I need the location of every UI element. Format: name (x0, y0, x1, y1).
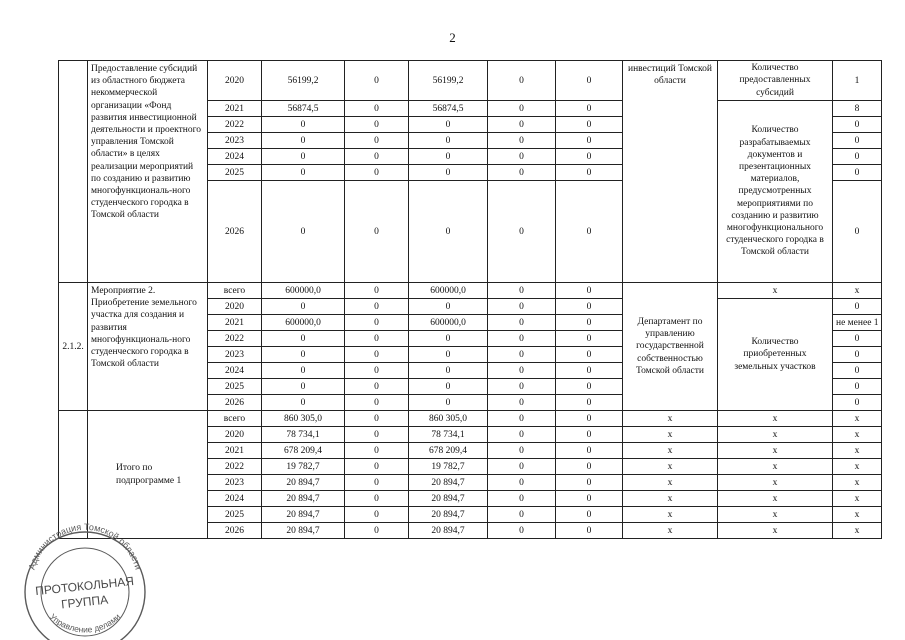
local-cell: 0 (488, 61, 556, 101)
total-cell: 0 (262, 395, 345, 411)
local-cell: 0 (488, 379, 556, 395)
federal-cell: 0 (345, 133, 409, 149)
regional-cell: 20 894,7 (409, 475, 488, 491)
indicator-cell: х (718, 443, 833, 459)
regional-cell: 20 894,7 (409, 523, 488, 539)
regional-cell: 20 894,7 (409, 491, 488, 507)
extrabudget-cell: 0 (556, 411, 623, 427)
local-cell: 0 (488, 315, 556, 331)
regional-cell: 600000,0 (409, 315, 488, 331)
indicator-value-cell: 0 (833, 379, 882, 395)
stamp-ring-text: Администрация Томской области (26, 521, 144, 571)
year-cell: 2025 (208, 379, 262, 395)
extrabudget-cell: 0 (556, 443, 623, 459)
indicator-cell: х (718, 283, 833, 299)
indicator-value-cell: 0 (833, 149, 882, 165)
year-cell: 2022 (208, 117, 262, 133)
code-cell (59, 61, 88, 283)
federal-cell: 0 (345, 395, 409, 411)
year-cell: 2024 (208, 149, 262, 165)
total-label: Итого по подпрограмме 1 (88, 411, 208, 539)
year-cell: 2020 (208, 427, 262, 443)
stamp-center-line1: ПРОТОКОЛЬНАЯ (34, 573, 135, 599)
extrabudget-cell: 0 (556, 315, 623, 331)
year-cell: 2022 (208, 331, 262, 347)
indicator-cell: х (718, 523, 833, 539)
year-cell: 2024 (208, 491, 262, 507)
federal-cell: 0 (345, 411, 409, 427)
local-cell: 0 (488, 427, 556, 443)
federal-cell: 0 (345, 61, 409, 101)
regional-cell: 600000,0 (409, 283, 488, 299)
total-cell: 0 (262, 299, 345, 315)
year-cell: 2021 (208, 315, 262, 331)
regional-cell: 0 (409, 299, 488, 315)
year-cell: 2023 (208, 133, 262, 149)
indicator-cell: Количество разрабатываемых документов и презентационных материалов, предусмотренных мероприятиями по созданию и развитию многофункционального студенческого городка в Томской области (718, 101, 833, 283)
local-cell: 0 (488, 117, 556, 133)
indicator-value-cell: 0 (833, 165, 882, 181)
indicator-value-cell: 0 (833, 363, 882, 379)
extrabudget-cell: 0 (556, 475, 623, 491)
indicator-cell: х (718, 411, 833, 427)
indicator-cell: х (718, 491, 833, 507)
indicator-cell: х (718, 459, 833, 475)
total-cell: 0 (262, 347, 345, 363)
local-cell: 0 (488, 165, 556, 181)
extrabudget-cell: 0 (556, 395, 623, 411)
total-cell: 0 (262, 149, 345, 165)
executor-cell: х (623, 507, 718, 523)
indicator-value-cell: х (833, 427, 882, 443)
federal-cell: 0 (345, 507, 409, 523)
indicator-cell: х (718, 475, 833, 491)
federal-cell: 0 (345, 347, 409, 363)
federal-cell: 0 (345, 443, 409, 459)
regional-cell: 20 894,7 (409, 507, 488, 523)
indicator-value-cell: 0 (833, 133, 882, 149)
total-cell: 678 209,4 (262, 443, 345, 459)
extrabudget-cell: 0 (556, 101, 623, 117)
year-cell: 2020 (208, 299, 262, 315)
indicator-value-cell: 0 (833, 117, 882, 133)
federal-cell: 0 (345, 427, 409, 443)
indicator-value-cell: 0 (833, 299, 882, 315)
total-cell: 20 894,7 (262, 523, 345, 539)
total-cell: 20 894,7 (262, 475, 345, 491)
extrabudget-cell: 0 (556, 507, 623, 523)
year-cell: 2022 (208, 459, 262, 475)
federal-cell: 0 (345, 299, 409, 315)
federal-cell: 0 (345, 475, 409, 491)
indicator-value-cell: х (833, 411, 882, 427)
year-cell: всего (208, 411, 262, 427)
indicator-value-cell: не менее 1 (833, 315, 882, 331)
indicator-value-cell: х (833, 475, 882, 491)
year-cell: всего (208, 283, 262, 299)
year-cell: 2023 (208, 475, 262, 491)
page-number: 2 (449, 30, 456, 45)
total-cell: 600000,0 (262, 315, 345, 331)
year-cell: 2026 (208, 181, 262, 283)
indicator-value-cell: 8 (833, 101, 882, 117)
executor-cell: х (623, 427, 718, 443)
local-cell: 0 (488, 283, 556, 299)
table-row (59, 411, 882, 427)
total-cell: 0 (262, 117, 345, 133)
local-cell: 0 (488, 363, 556, 379)
extrabudget-cell: 0 (556, 427, 623, 443)
executor-cell: х (623, 491, 718, 507)
regional-cell: 0 (409, 117, 488, 133)
federal-cell: 0 (345, 363, 409, 379)
federal-cell: 0 (345, 459, 409, 475)
regional-cell: 0 (409, 181, 488, 283)
year-cell: 2026 (208, 395, 262, 411)
total-cell: 0 (262, 379, 345, 395)
executor-cell: х (623, 459, 718, 475)
federal-cell: 0 (345, 181, 409, 283)
federal-cell: 0 (345, 331, 409, 347)
total-cell: 0 (262, 181, 345, 283)
regional-cell: 19 782,7 (409, 459, 488, 475)
extrabudget-cell: 0 (556, 523, 623, 539)
indicator-cell: Количество приобретенных земельных участков (718, 299, 833, 411)
year-cell: 2026 (208, 523, 262, 539)
local-cell: 0 (488, 475, 556, 491)
local-cell: 0 (488, 181, 556, 283)
total-cell: 20 894,7 (262, 507, 345, 523)
extrabudget-cell: 0 (556, 133, 623, 149)
indicator-value-cell: 0 (833, 331, 882, 347)
executor-cell: х (623, 411, 718, 427)
local-cell: 0 (488, 507, 556, 523)
extrabudget-cell: 0 (556, 61, 623, 101)
regional-cell: 678 209,4 (409, 443, 488, 459)
local-cell: 0 (488, 491, 556, 507)
local-cell: 0 (488, 133, 556, 149)
local-cell: 0 (488, 101, 556, 117)
stamp-center-line2: ГРУППА (60, 592, 109, 612)
indicator-value-cell: х (833, 523, 882, 539)
regional-cell: 0 (409, 149, 488, 165)
total-cell: 78 734,1 (262, 427, 345, 443)
indicator-value-cell: 0 (833, 347, 882, 363)
year-cell: 2021 (208, 101, 262, 117)
federal-cell: 0 (345, 379, 409, 395)
indicator-value-cell: х (833, 283, 882, 299)
federal-cell: 0 (345, 315, 409, 331)
indicator-value-cell: х (833, 443, 882, 459)
extrabudget-cell: 0 (556, 299, 623, 315)
executor-cell: х (623, 443, 718, 459)
total-cell: 0 (262, 331, 345, 347)
indicator-value-cell: х (833, 459, 882, 475)
local-cell: 0 (488, 347, 556, 363)
total-cell: 0 (262, 133, 345, 149)
regional-cell: 0 (409, 363, 488, 379)
total-cell: 19 782,7 (262, 459, 345, 475)
table-row (59, 61, 882, 101)
stamp-bottom-text: Управление делами (47, 611, 123, 635)
federal-cell: 0 (345, 491, 409, 507)
federal-cell: 0 (345, 149, 409, 165)
extrabudget-cell: 0 (556, 149, 623, 165)
year-cell: 2025 (208, 507, 262, 523)
budget-table (58, 60, 882, 539)
code-cell: 2.1.2. (59, 283, 88, 411)
extrabudget-cell: 0 (556, 181, 623, 283)
local-cell: 0 (488, 149, 556, 165)
year-cell: 2020 (208, 61, 262, 101)
extrabudget-cell: 0 (556, 379, 623, 395)
indicator-value-cell: 0 (833, 395, 882, 411)
extrabudget-cell: 0 (556, 331, 623, 347)
executor-cell: х (623, 523, 718, 539)
executor-cell: Департамент по управлению государственной собственностью Томской области (623, 283, 718, 411)
protocol-stamp (20, 520, 150, 640)
local-cell: 0 (488, 459, 556, 475)
local-cell: 0 (488, 523, 556, 539)
measure-description: Мероприятие 2. Приобретение земельного участка для создания и развития многофункциональ-ного студенческого городка в Томской области (88, 283, 208, 411)
regional-cell: 0 (409, 395, 488, 411)
federal-cell: 0 (345, 523, 409, 539)
federal-cell: 0 (345, 283, 409, 299)
year-cell: 2021 (208, 443, 262, 459)
extrabudget-cell: 0 (556, 117, 623, 133)
total-cell: 56874,5 (262, 101, 345, 117)
indicator-value-cell: х (833, 507, 882, 523)
local-cell: 0 (488, 443, 556, 459)
table-row (59, 283, 882, 299)
extrabudget-cell: 0 (556, 363, 623, 379)
extrabudget-cell: 0 (556, 347, 623, 363)
regional-cell: 0 (409, 347, 488, 363)
indicator-value-cell: х (833, 491, 882, 507)
indicator-cell: Количество предоставленных субсидий (718, 61, 833, 101)
regional-cell: 56874,5 (409, 101, 488, 117)
regional-cell: 0 (409, 165, 488, 181)
total-cell: 20 894,7 (262, 491, 345, 507)
indicator-cell: х (718, 427, 833, 443)
total-cell: 0 (262, 165, 345, 181)
local-cell: 0 (488, 299, 556, 315)
indicator-cell: х (718, 507, 833, 523)
indicator-value-cell: 1 (833, 61, 882, 101)
extrabudget-cell: 0 (556, 283, 623, 299)
federal-cell: 0 (345, 101, 409, 117)
year-cell: 2023 (208, 347, 262, 363)
executor-cell: х (623, 475, 718, 491)
regional-cell: 78 734,1 (409, 427, 488, 443)
regional-cell: 860 305,0 (409, 411, 488, 427)
regional-cell: 0 (409, 331, 488, 347)
measure-description: Предоставление субсидий из областного бюджета некоммерческой организации «Фонд развития инвестиционной деятельности и проектного управления Томской области» в целях реализации мероприятий по созданию и развитию многофункциональ-ного студенческого городка в Томской области (88, 61, 208, 283)
total-cell: 56199,2 (262, 61, 345, 101)
total-cell: 600000,0 (262, 283, 345, 299)
total-cell: 0 (262, 363, 345, 379)
executor-cell: инвестиций Томской области (623, 61, 718, 283)
federal-cell: 0 (345, 117, 409, 133)
extrabudget-cell: 0 (556, 491, 623, 507)
extrabudget-cell: 0 (556, 165, 623, 181)
total-cell: 860 305,0 (262, 411, 345, 427)
regional-cell: 0 (409, 379, 488, 395)
year-cell: 2025 (208, 165, 262, 181)
regional-cell: 56199,2 (409, 61, 488, 101)
local-cell: 0 (488, 331, 556, 347)
local-cell: 0 (488, 411, 556, 427)
local-cell: 0 (488, 395, 556, 411)
extrabudget-cell: 0 (556, 459, 623, 475)
indicator-value-cell: 0 (833, 181, 882, 283)
regional-cell: 0 (409, 133, 488, 149)
federal-cell: 0 (345, 165, 409, 181)
year-cell: 2024 (208, 363, 262, 379)
